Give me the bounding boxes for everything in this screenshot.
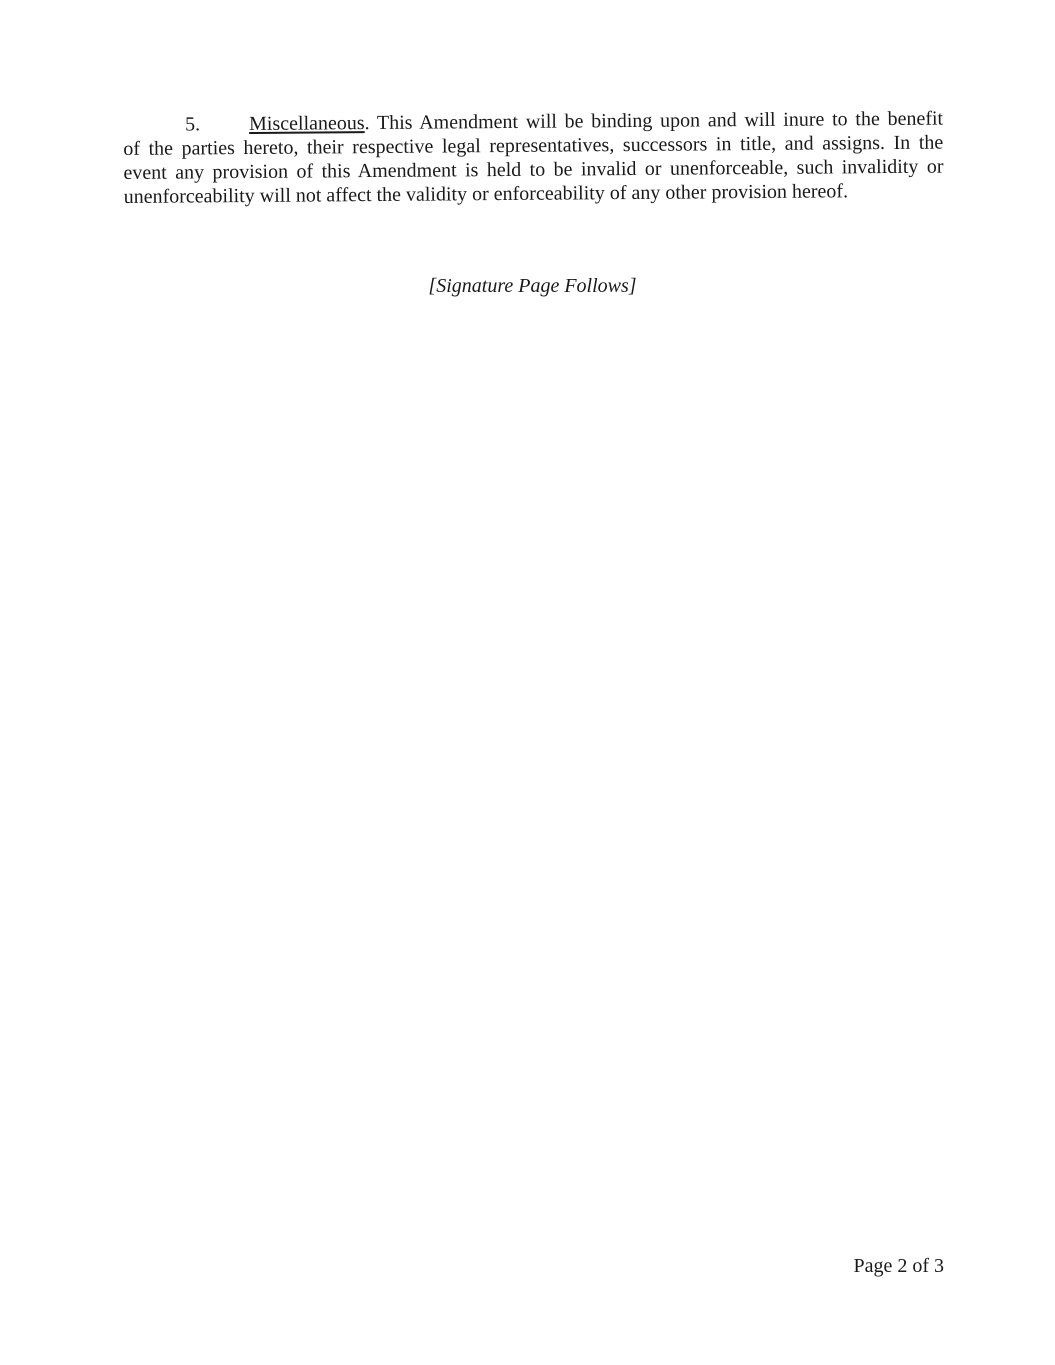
signature-page-follows-note: [Signature Page Follows] [428, 275, 637, 297]
section-number: 5. [185, 113, 201, 136]
section-title: Miscellaneous [249, 112, 365, 136]
section-5-miscellaneous [123, 107, 944, 209]
section-text-line-2: of the parties hereto, their respective legal representatives, successors in title, and assigns. In the [123, 131, 944, 160]
section-text-line-3: event any provision of this Amendment is held to be invalid or unenforceable, such invalidity or [123, 155, 944, 184]
page-number: Page 2 of 3 [853, 1255, 944, 1277]
section-text-line-1: . This Amendment will be binding upon and will inure to the benefit [364, 107, 944, 135]
section-text-line-4: unenforceability will not affect the validity or enforceability of any other provision hereof. [123, 180, 849, 208]
